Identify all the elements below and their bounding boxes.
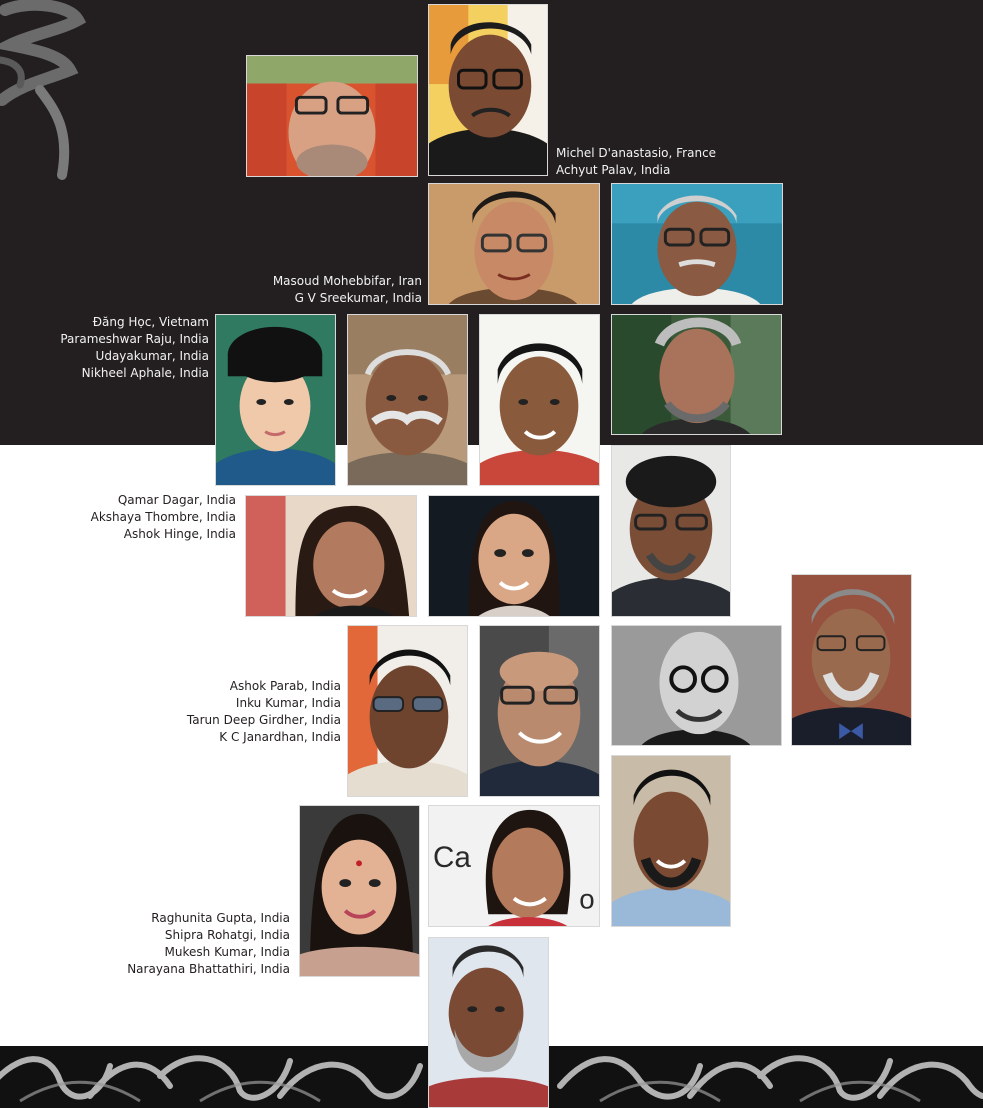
caption-name: Ashok Parab, India — [229, 679, 341, 693]
portrait-photo-kc-janardhan — [791, 574, 912, 746]
background-sign-text-2: o — [579, 883, 595, 915]
caption-name: Nikheel Aphale, India — [81, 366, 209, 380]
calligraphy-brush-stroke — [0, 0, 90, 190]
caption-name: Raghunita Gupta, India — [151, 911, 290, 925]
caption-name: Achyut Palav, India — [556, 163, 671, 177]
caption-name: K C Janardhan, India — [219, 730, 341, 744]
caption-name: Ashok Hinge, India — [123, 527, 236, 541]
portrait-photo-dang-hoc — [215, 314, 336, 486]
caption-name: Michel D'anastasio, France — [556, 146, 717, 160]
portrait-photo-akshaya-thombre — [428, 495, 600, 617]
caption-group-ashok-parab-row — [187, 678, 341, 746]
caption-name: Inku Kumar, India — [235, 696, 341, 710]
portrait-photo-narayana-bhattathiri — [428, 937, 549, 1108]
caption-name: Akshaya Thombre, India — [90, 510, 236, 524]
caption-name: Parameshwar Raju, India — [60, 332, 209, 346]
caption-group-qamar-row — [91, 492, 236, 543]
portrait-photo-udayakumar — [479, 314, 600, 486]
portrait-photo-masoud-mohebbifar — [428, 183, 600, 305]
portrait-photo-tarun-deep-girdher — [611, 625, 782, 746]
caption-group-dang-hoc-row — [60, 314, 209, 382]
caption-name: Shipra Rohatgi, India — [164, 928, 290, 942]
portrait-photo-raghunita-gupta — [299, 805, 420, 977]
portrait-photo-inku-kumar — [479, 625, 600, 797]
caption-name: Udayakumar, India — [95, 349, 209, 363]
caption-name: Mukesh Kumar, India — [164, 945, 290, 959]
caption-group-raghunita-row — [127, 910, 290, 978]
caption-name: Đăng Học, Vietnam — [92, 315, 209, 329]
caption-name: Qamar Dagar, India — [117, 493, 236, 507]
portrait-photo-qamar-dagar — [245, 495, 417, 617]
caption-group-masoud-sreekumar — [273, 273, 422, 307]
portrait-photo-michel-danastasio — [246, 55, 418, 177]
portrait-photo-gv-sreekumar — [611, 183, 783, 305]
caption-name: G V Sreekumar, India — [294, 291, 422, 305]
portrait-photo-mukesh-kumar — [611, 755, 731, 927]
portrait-photo-parameshwar-raju — [347, 314, 468, 486]
caption-group-michel-achyut — [556, 145, 716, 179]
portrait-photo-shipra-rohatgi — [428, 805, 600, 927]
caption-name: Narayana Bhattathiri, India — [127, 962, 290, 976]
portrait-photo-achyut-palav — [428, 4, 548, 176]
portrait-photo-nikheel-aphale — [611, 314, 782, 435]
background-sign-text: Ca — [432, 841, 471, 874]
portrait-photo-ashok-parab — [347, 625, 468, 797]
caption-name: Masoud Mohebbifar, Iran — [272, 274, 422, 288]
portrait-photo-ashok-hinge — [611, 445, 731, 617]
caption-name: Tarun Deep Girdher, India — [186, 713, 341, 727]
